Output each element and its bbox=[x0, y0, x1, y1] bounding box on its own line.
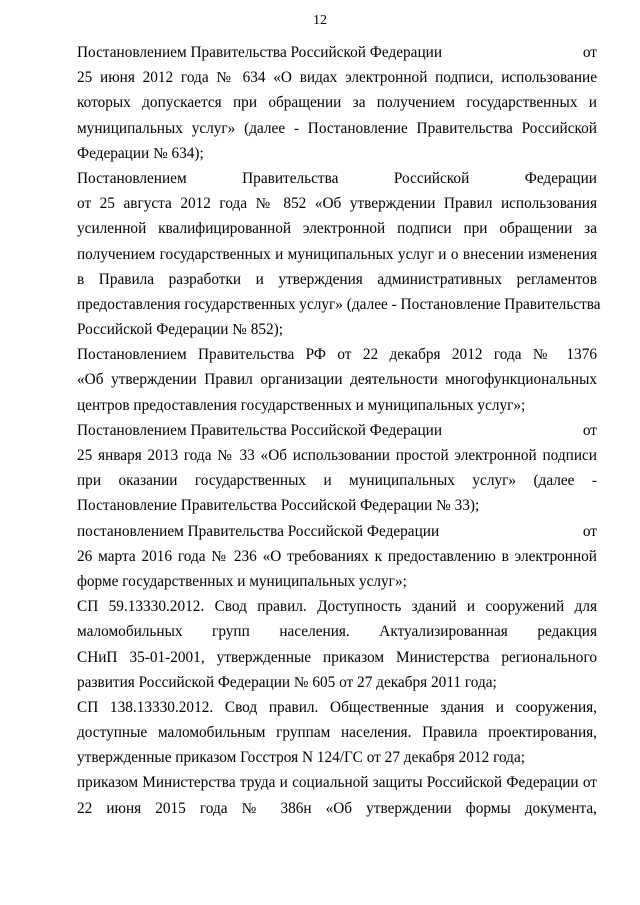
text-line: развития Российской Федерации № 605 от 27 декабря 2011 года; bbox=[77, 673, 497, 691]
text-line: Постановлением Правительства Российской Федерации bbox=[77, 169, 597, 187]
text-line: 25 января 2013 года № 33 «Об использовании простой электронной подписи bbox=[77, 447, 597, 464]
text-line: от 25 августа 2012 года № 852 «Об утверждении Правил использования bbox=[77, 195, 597, 213]
text-line: СНиП 35-01-2001, утвержденные приказом Министерства регионального bbox=[77, 648, 597, 666]
text-line: Постановлением Правительства РФ от 22 декабря 2012 года № 1376 bbox=[77, 346, 597, 364]
text-line-right: от bbox=[582, 421, 597, 439]
text-line: центров предоставления государственных и муниципальных услуг»; bbox=[77, 396, 526, 414]
text-line-left: Постановлением Правительства Российской Федерации bbox=[77, 44, 443, 61]
text-line: 26 марта 2016 года № 236 «О требованиях к предоставлению в электронной bbox=[77, 547, 597, 565]
text-line-left: Постановлением Правительства Российской Федерации bbox=[77, 421, 443, 439]
text-line: 25 июня 2012 года № 634 «О видах электронной подписи, использование bbox=[77, 69, 597, 87]
text-line: СП 59.13330.2012. Свод правил. Доступность зданий и сооружений для bbox=[77, 598, 597, 616]
text-line: СП 138.13330.2012. Свод правил. Общественные здания и сооружения, bbox=[77, 698, 597, 716]
document-body bbox=[77, 40, 601, 821]
text-line: получением государственных и муниципальных услуг и о внесении изменения bbox=[77, 245, 597, 263]
text-line: при оказании государственных и муниципальных услуг» (далее - bbox=[77, 472, 597, 490]
text-line: усиленной квалифицированной электронной подписи при обращении за bbox=[77, 220, 597, 238]
text-line: доступные маломобильным группам населения. Правила проектирования, bbox=[77, 724, 597, 742]
text-line: Федерации № 634); bbox=[77, 144, 204, 162]
text-line: муниципальных услуг» (далее - Постановление Правительства Российской bbox=[77, 119, 597, 137]
text-line: Постановление Правительства Российской Федерации № 33); bbox=[77, 497, 480, 515]
text-line-right: от bbox=[582, 522, 597, 540]
text-line: приказом Министерства труда и социальной защиты Российской Федерации от bbox=[77, 774, 597, 792]
text-line: 22 июня 2015 года № 386н «Об утверждении формы документа, bbox=[77, 799, 597, 817]
text-line: Российской Федерации № 852); bbox=[77, 321, 283, 339]
text-line-right: от bbox=[582, 44, 597, 61]
text-line: в Правила разработки и утверждения административных регламентов bbox=[77, 270, 597, 288]
page-number: 12 bbox=[313, 13, 327, 28]
text-line bbox=[77, 40, 597, 65]
text-line bbox=[77, 418, 597, 443]
text-line: маломобильных групп населения. Актуализированная редакция bbox=[77, 623, 597, 641]
text-line: форме государственных и муниципальных услуг»; bbox=[77, 572, 407, 590]
text-line: которых допускается при обращении за получением государственных и bbox=[77, 94, 597, 112]
text-line-left: постановлением Правительства Российской Федерации bbox=[77, 522, 440, 540]
text-line: «Об утверждении Правил организации деятельности многофункциональных bbox=[77, 371, 597, 389]
text-line: предоставления государственных услуг» (далее - Постановление Правительства bbox=[77, 295, 601, 313]
text-line: утвержденные приказом Госстроя N 124/ГС от 27 декабря 2012 года; bbox=[77, 749, 525, 767]
text-line bbox=[77, 519, 597, 544]
